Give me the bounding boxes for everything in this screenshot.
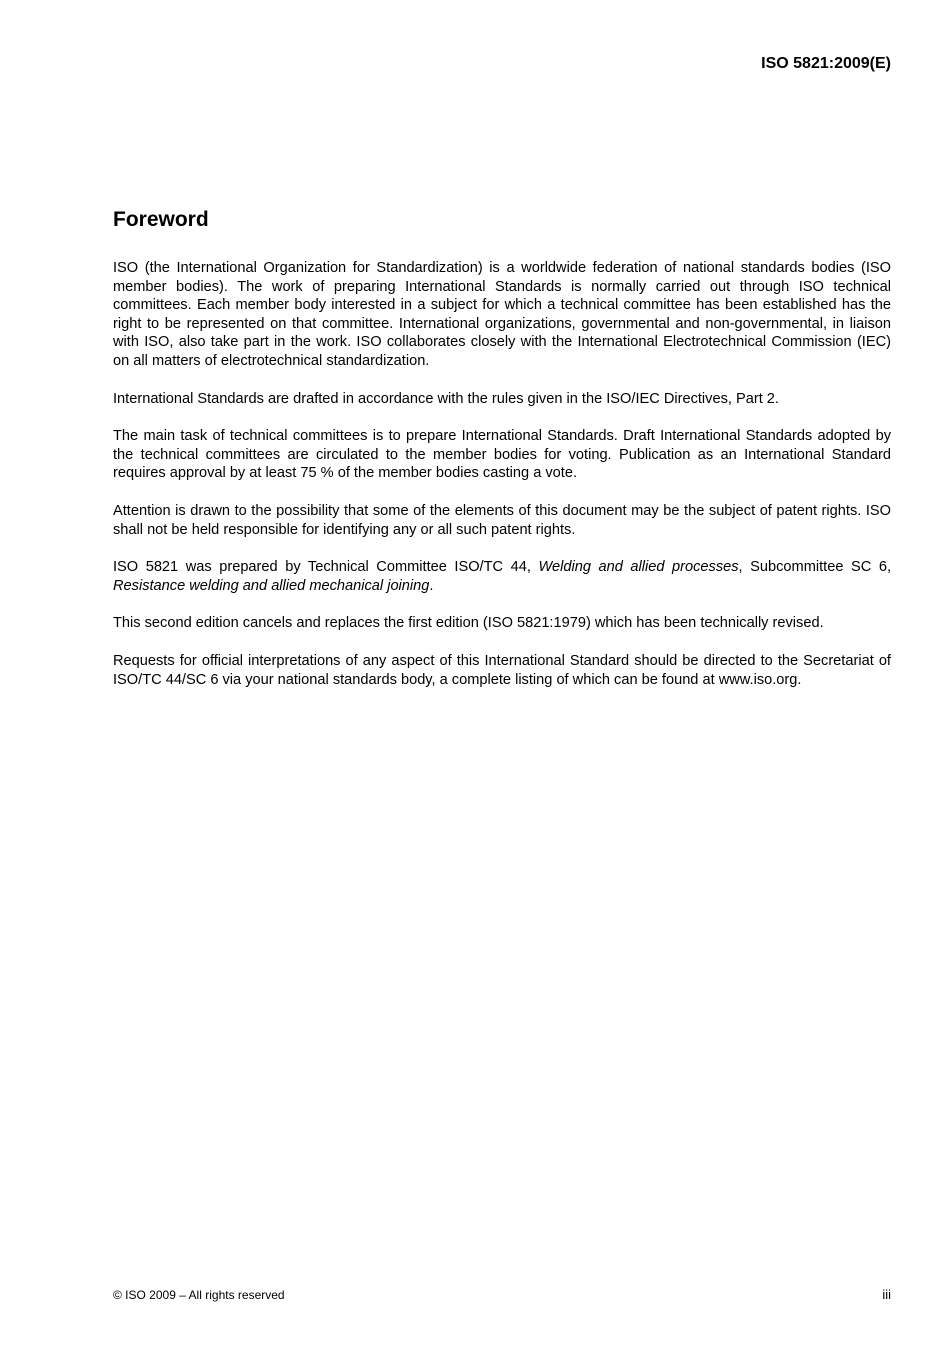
subcommittee-title: Resistance welding and allied mechanical joining — [113, 577, 430, 594]
committee-title: Welding and allied processes — [538, 559, 739, 576]
page-number: iii — [882, 1287, 891, 1302]
copyright-notice: © ISO 2009 – All rights reserved — [113, 1288, 285, 1302]
paragraph-patent-rights: Attention is drawn to the possibility that some of the elements of this document may be the subject of patent rights. ISO shall not be held responsible for identifying any or all such patent rights. — [113, 502, 891, 538]
paragraph-interpretations: Requests for official interpretations of any aspect of this International Standard should be directed to the Secretariat of ISO/TC 44/SC 6 via your national standards body, a complete listing of which can be found at www.iso.org. — [113, 652, 891, 688]
page-title: Foreword — [113, 208, 209, 231]
prepared-by-text-1: ISO 5821 was prepared by Technical Committee ISO/TC 44, — [113, 559, 539, 576]
foreword-body — [113, 259, 891, 708]
paragraph-prepared-by — [113, 558, 891, 595]
paragraph-committee-task: The main task of technical committees is to prepare International Standards. Draft International Standards adopted by the technical committees are circulated to the member bodies for voting. Publication as an International Standard requires approval by at least 75 % of the member bodies casting a vote. — [113, 428, 891, 482]
prepared-by-text-2: , Subcommittee SC 6, — [738, 559, 891, 576]
paragraph-edition: This second edition cancels and replaces the first edition (ISO 5821:1979) which has been technically revised. — [113, 615, 824, 632]
prepared-by-text-3: . — [429, 577, 434, 594]
paragraph-directives: International Standards are drafted in accordance with the rules given in the ISO/IEC Directives, Part 2. — [113, 390, 779, 407]
paragraph-iso-description: ISO (the International Organization for Standardization) is a worldwide federation of national standards bodies (ISO member bodies). The work of preparing International Standards is normally carried out through ISO technical committees. Each member body interested in a subject for which a technical committee has been established has the right to be represented on that committee. International organizations, governmental and non-governmental, in liaison with ISO, also take part in the work. ISO collaborates closely with the International Electrotechnical Commission (IEC) on all matters of electrotechnical standardization. — [113, 260, 891, 369]
document-reference: ISO 5821:2009(E) — [761, 55, 891, 72]
